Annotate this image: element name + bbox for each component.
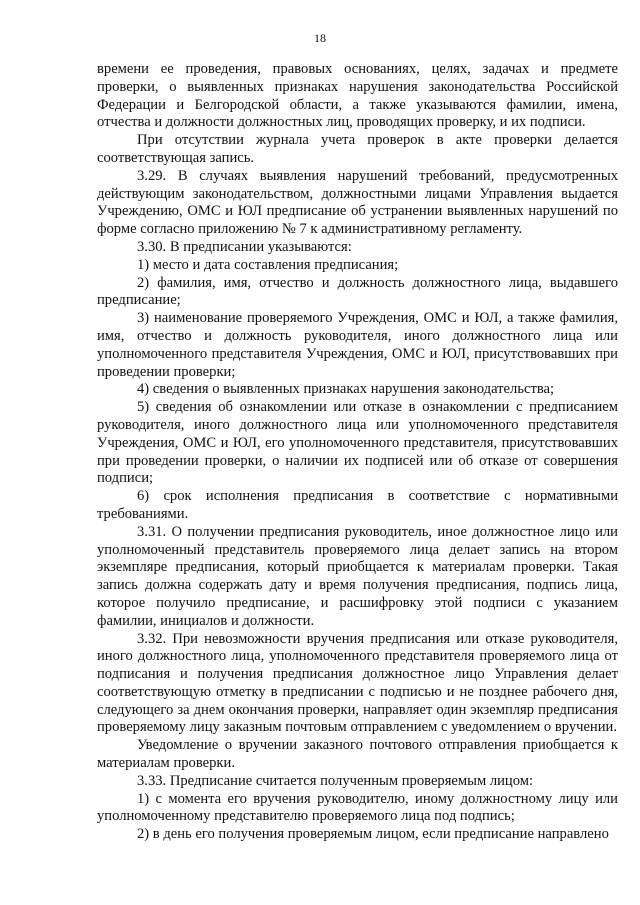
paragraph: Уведомление о вручении заказного почтового отправления приобщается к материалам проверки. — [97, 737, 618, 772]
paragraph: 3.29. В случаях выявления нарушений требований, предусмотренных действующим законодательством, должностными лицами Управления выдается Учреждению, ОМС и ЮЛ предписание об устранении выявленных нарушений по форме согласно приложению № 7 к административному регламенту. — [97, 167, 618, 238]
paragraph: При отсутствии журнала учета проверок в акте проверки делается соответствующая запись. — [97, 132, 618, 166]
document-body — [97, 61, 618, 844]
list-item: 2) фамилия, имя, отчество и должность должностного лица, выдавшего предписание; — [97, 274, 618, 309]
list-item: 6) срок исполнения предписания в соответствие с нормативными требованиями. — [97, 488, 618, 522]
list-item: 1) место и дата составления предписания; — [137, 256, 399, 273]
paragraph: 3.30. В предписании указываются: — [137, 238, 352, 255]
list-item: 1) с момента его вручения руководителю, иному должностному лицу или уполномоченному представителю проверяемого лица под подпись; — [97, 790, 618, 825]
list-item: 2) в день его получения проверяемым лицом, если предписание направлено — [137, 826, 609, 843]
paragraph: 3.31. О получении предписания руководитель, иное должностное лицо или уполномоченный представитель проверяемого лица делает запись на втором экземпляре предписания, который приобщается к материалам проверки. Такая запись должна содержать дату и время получения предписания, подпись лица, которое получило предписание, и расшифровку этой подписи с указанием фамилии, инициалов и должности. — [97, 523, 618, 629]
page-number: 18 — [314, 31, 326, 45]
list-item: 3) наименование проверяемого Учреждения, ОМС и ЮЛ, а также фамилия, имя, отчество и должность руководителя, иного должностного лица или уполномоченного представителя Учреждения, ОМС и ЮЛ, присутствовавших при проведении проверки; — [97, 310, 618, 380]
paragraph: 3.32. При невозможности вручения предписания или отказе руководителя, иного должностного лица, уполномоченного представителя проверяемого лица от подписания и получения предписания должностное лицо Управления делает соответствующую отметку в предписании с подписью и не позднее рабочего дня, следующего за днем окончания проверки, направляет один экземпляр предписания проверяемому лицу заказным почтовым отправлением с уведомлением о вручении. — [97, 630, 618, 736]
paragraph: времени ее проведения, правовых основаниях, целях, задачах и предмете проверки, о выявленных признаках нарушения законодательства Российской Федерации и Белгородской области, а также указываются фамилии, имена, отчества и должности должностных лиц, проводящих проверку, и их подписи. — [97, 61, 618, 131]
paragraph: 3.33. Предписание считается полученным проверяемым лицом: — [137, 772, 534, 789]
list-item: 4) сведения о выявленных признаках нарушения законодательства; — [137, 381, 555, 398]
list-item: 5) сведения об ознакомлении или отказе в ознакомлении с предписанием руководителя, иного должностного лица или уполномоченного представителя Учреждения, ОМС и ЮЛ, его уполномоченного представителя, присутствовавших при проведении проверки, о наличии их подписей или об отказе от совершения подписи; — [97, 399, 618, 487]
